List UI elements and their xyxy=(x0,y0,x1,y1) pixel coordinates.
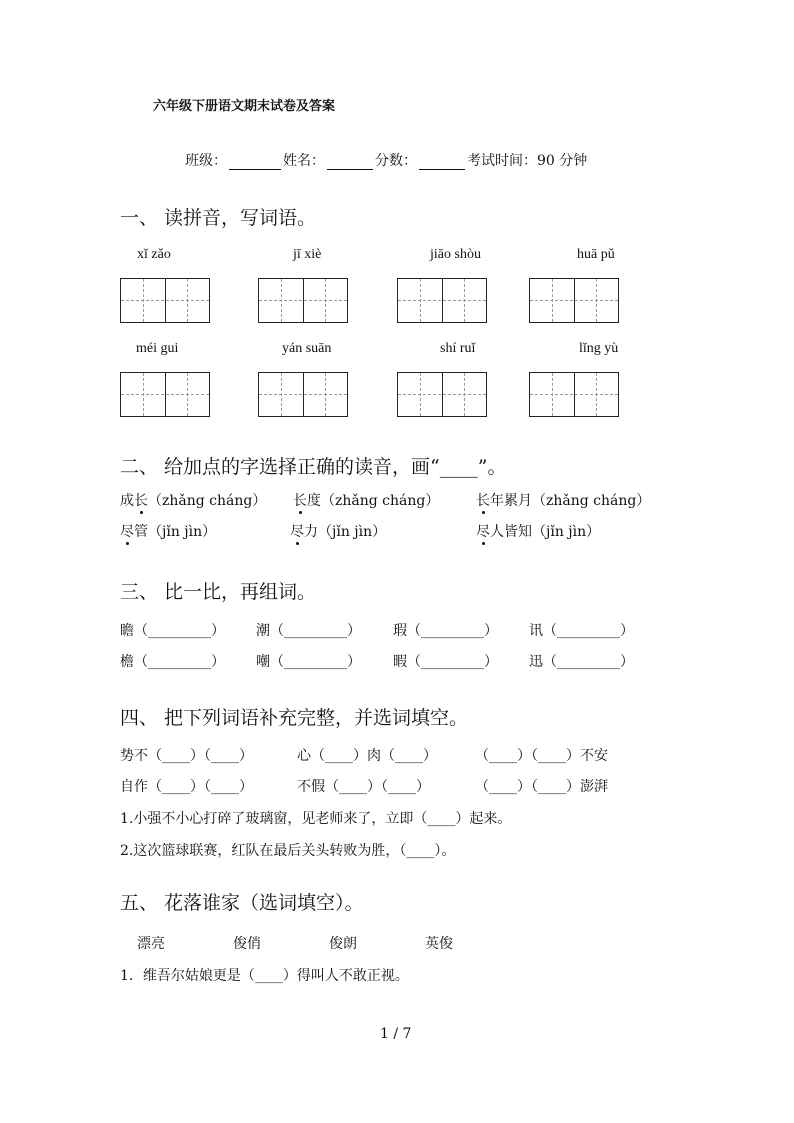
section3-heading: 三、 比一比，再组词。 xyxy=(120,581,317,603)
compare-item[interactable]: 迅（_________） xyxy=(529,654,634,670)
compare-item[interactable]: 潮（_________） xyxy=(256,623,361,639)
dotted-char: 长 xyxy=(476,493,490,509)
time-label: 考试时间：90 分钟 xyxy=(467,153,588,169)
dotted-char: 尽 xyxy=(120,524,134,540)
idiom-item[interactable]: 心（____）肉（____） xyxy=(297,748,437,764)
writing-grid-2[interactable] xyxy=(258,278,348,323)
word-choice: 俊朗 xyxy=(329,936,357,952)
dotted-char: 长 xyxy=(293,493,307,509)
dotted-char: 尽 xyxy=(290,524,304,540)
pinyin-8: lǐng yù xyxy=(579,341,619,356)
section5-heading: 五、 花落谁家（选词填空）。 xyxy=(120,892,364,914)
class-blank[interactable] xyxy=(229,155,281,170)
compare-item[interactable]: 瞻（_________） xyxy=(120,623,225,639)
idiom-item[interactable]: （____）（____）不安 xyxy=(475,748,608,764)
dotted-char: 长 xyxy=(134,493,148,509)
page-number: 1 / 7 xyxy=(380,1026,412,1042)
fill-question-3[interactable]: 1．维吾尔姑娘更是（____）得叫人不敢正视。 xyxy=(120,968,409,984)
idiom-item[interactable]: 不假（____）（____） xyxy=(297,779,430,795)
pronunciation-item-3: 长年累月（zhǎng cháng） xyxy=(476,493,651,509)
pinyin-7: shí ruǐ xyxy=(440,341,476,356)
section1-heading: 一、 读拼音，写词语。 xyxy=(120,207,317,229)
idiom-item[interactable]: 势不（____）（____） xyxy=(120,748,253,764)
pinyin-2: jī xiè xyxy=(293,247,322,262)
compare-item[interactable]: 嘲（_________） xyxy=(256,654,361,670)
word-choice: 漂亮 xyxy=(137,936,165,952)
pinyin-1: xǐ zǎo xyxy=(137,247,171,262)
pronunciation-item-2: 长度（zhǎng cháng） xyxy=(293,493,440,509)
writing-grid-6[interactable] xyxy=(258,372,348,417)
pronunciation-item-4: 尽管（jǐn jìn） xyxy=(120,524,217,540)
student-info-line xyxy=(185,150,587,170)
name-blank[interactable] xyxy=(327,155,373,170)
score-blank[interactable] xyxy=(419,155,465,170)
word-choice: 俊俏 xyxy=(233,936,261,952)
score-label: 分数： xyxy=(375,153,417,169)
writing-grid-8[interactable] xyxy=(529,372,619,417)
compare-item[interactable]: 讯（_________） xyxy=(529,623,634,639)
pinyin-5: méi gui xyxy=(136,341,179,356)
writing-grid-3[interactable] xyxy=(397,278,487,323)
fill-question-2[interactable]: 2.这次篮球联赛，红队在最后关头转败为胜，（____）。 xyxy=(120,843,456,859)
writing-grid-7[interactable] xyxy=(397,372,487,417)
writing-grid-1[interactable] xyxy=(120,278,210,323)
pronunciation-item-6: 尽人皆知（jǐn jìn） xyxy=(476,524,601,540)
pinyin-6: yán suān xyxy=(282,341,332,356)
idiom-item[interactable]: 自作（____）（____） xyxy=(120,779,253,795)
writing-grid-4[interactable] xyxy=(529,278,619,323)
compare-item[interactable]: 暇（_________） xyxy=(393,654,498,670)
compare-item[interactable]: 瑕（_________） xyxy=(393,623,498,639)
pinyin-4: huā pǔ xyxy=(577,247,615,262)
pronunciation-item-5: 尽力（jǐn jìn） xyxy=(290,524,387,540)
pronunciation-item-1: 成长（zhǎng cháng） xyxy=(120,493,267,509)
fill-question-1[interactable]: 1.小强不小心打碎了玻璃窗，见老师来了，立即（____）起来。 xyxy=(120,811,512,827)
compare-item[interactable]: 檐（_________） xyxy=(120,654,225,670)
idiom-item[interactable]: （____）（____）澎湃 xyxy=(475,779,608,795)
section2-heading: 二、 给加点的字选择正确的读音，画“____”。 xyxy=(120,456,507,478)
class-label: 班级： xyxy=(185,153,227,169)
writing-grid-5[interactable] xyxy=(120,372,210,417)
section4-heading: 四、 把下列词语补充完整，并选词填空。 xyxy=(120,707,469,729)
dotted-char: 尽 xyxy=(476,524,490,540)
name-label: 姓名： xyxy=(283,153,325,169)
pinyin-3: jiāo shòu xyxy=(430,247,481,262)
exam-title: 六年级下册语文期末试卷及答案 xyxy=(153,99,336,114)
word-choice: 英俊 xyxy=(425,936,453,952)
